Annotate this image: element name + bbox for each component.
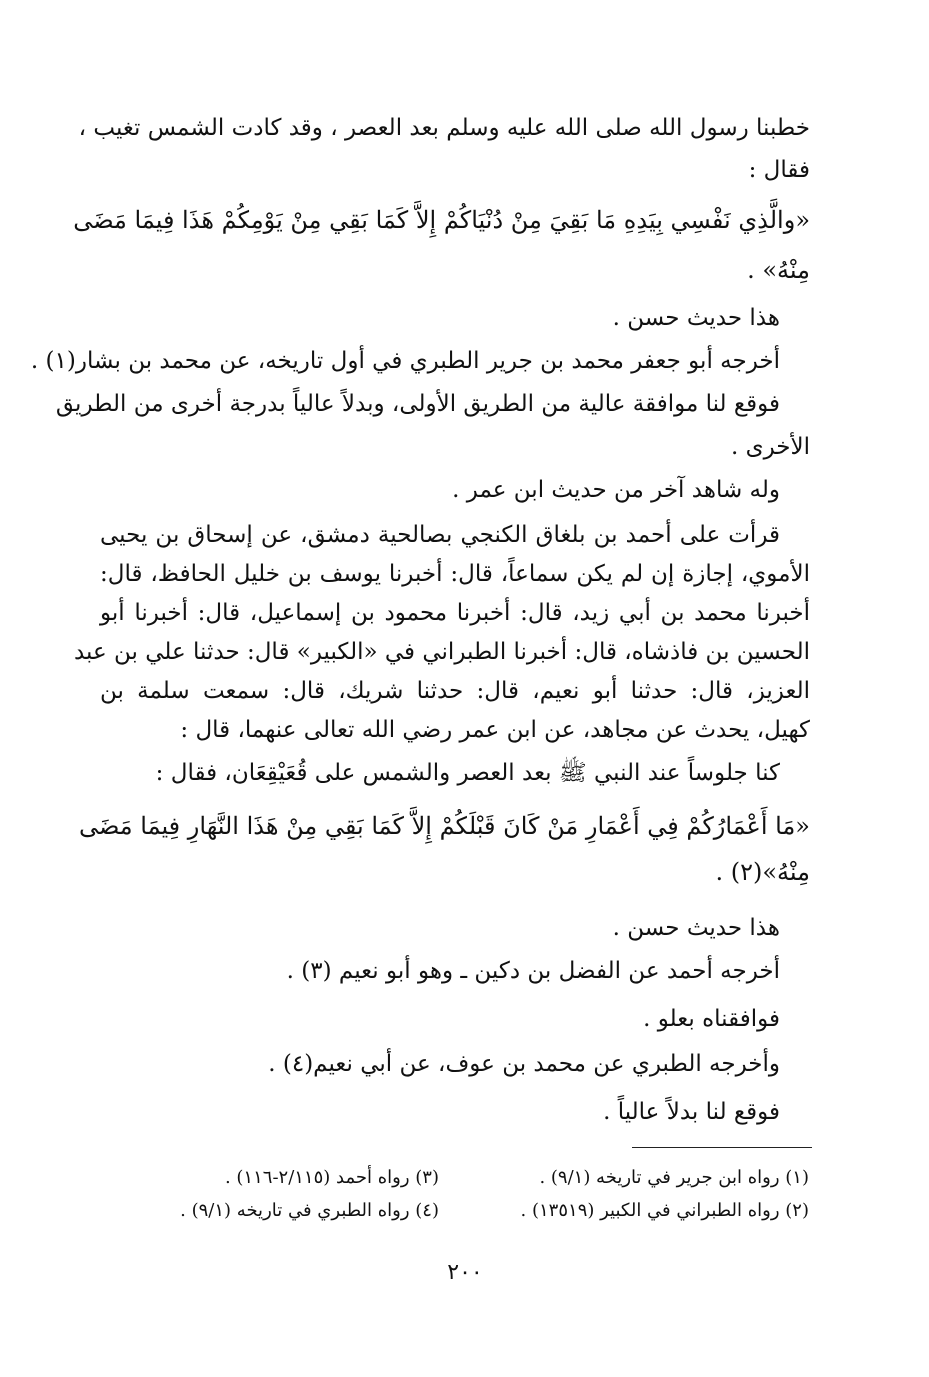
text-line: فوقع لنا بدلاً عالياً . bbox=[603, 1099, 780, 1125]
hadith-line: مِنْهُ»(٢) . bbox=[715, 858, 810, 886]
text-line: فقال : bbox=[748, 157, 810, 183]
text-line: هذا حديث حسن . bbox=[612, 915, 780, 941]
footnote-2: (٢) رواه الطبراني في الكبير (١٣٥١٩) . bbox=[520, 1200, 809, 1221]
footnote-1: (١) رواه ابن جرير في تاريخه (٩/١) . bbox=[539, 1167, 809, 1188]
text-line: أخرجه أبو جعفر محمد بن جرير الطبري في أول تاريخه، عن محمد بن بشار(١) . bbox=[30, 348, 780, 374]
footnote-4: (٤) رواه الطبري في تاريخه (٩/١) . bbox=[180, 1200, 439, 1221]
text-line: هذا حديث حسن . bbox=[612, 305, 780, 331]
text-line: العزيز، قال: حدثنا أبو نعيم، قال: حدثنا شريك، قال: سمعت سلمة بن bbox=[100, 678, 810, 704]
page-number: ٢٠٠ bbox=[447, 1260, 483, 1285]
text-line: الأخرى . bbox=[730, 434, 810, 460]
text-line: كهيل، يحدث عن مجاهد، عن ابن عمر رضي الله تعالى عنهما، قال : bbox=[180, 717, 810, 743]
text-line: الأموي، إجازة إن لم يكن سماعاً، قال: أخبرنا يوسف بن خليل الحافظ، قال: bbox=[100, 561, 810, 587]
hadith-line: «والَّذِي نَفْسِي بِيَدِهِ مَا بَقِيَ مِنْ دُنْيَاكُمْ إِلاَّ كَمَا بَقِي مِنْ يَوْمِكُمْ هَذَا فِيمَا مَضَى bbox=[73, 206, 810, 234]
text-line: كنا جلوساً عند النبي ﷺ بعد العصر والشمس على قُعَيْقِعَان، فقال : bbox=[155, 760, 780, 786]
hadith-line: مِنْهُ» . bbox=[747, 256, 810, 284]
text-line: الحسين بن فاذشاه، قال: أخبرنا الطبراني في «الكبير» قال: حدثنا علي بن عبد bbox=[73, 639, 810, 665]
text-line: قرأت على أحمد بن بلغاق الكنجي بصالحية دمشق، عن إسحاق بن يحيى bbox=[100, 522, 780, 548]
footnote-separator bbox=[632, 1147, 812, 1148]
text-line: فوقع لنا موافقة عالية من الطريق الأولى، وبدلاً عالياً بدرجة أخرى من الطريق bbox=[55, 391, 780, 417]
footnote-3: (٣) رواه أحمد (٢/١١٥-١١٦) . bbox=[224, 1167, 439, 1188]
text-line: وله شاهد آخر من حديث ابن عمر . bbox=[452, 477, 780, 503]
hadith-line: «مَا أَعْمَارُكُمْ فِي أَعْمَارِ مَنْ كَانَ قَبْلَكُمْ إِلاَّ كَمَا بَقِي مِنْ هَذَا النَّهَارِ فِيمَا مَضَى bbox=[78, 812, 810, 840]
text-line: فوافقناه بعلو . bbox=[643, 1006, 780, 1032]
text-line: وأخرجه الطبري عن محمد بن عوف، عن أبي نعيم(٤) . bbox=[268, 1051, 780, 1077]
text-line: أخرجه أحمد عن الفضل بن دكين ـ وهو أبو نعيم (٣) . bbox=[286, 958, 780, 984]
text-line: أخبرنا محمد بن أبي زيد، قال: أخبرنا محمود بن إسماعيل، قال: أخبرنا أبو bbox=[100, 600, 810, 626]
text-line: خطبنا رسول الله صلى الله عليه وسلم بعد العصر ، وقد كادت الشمس تغيب ، bbox=[78, 115, 810, 141]
